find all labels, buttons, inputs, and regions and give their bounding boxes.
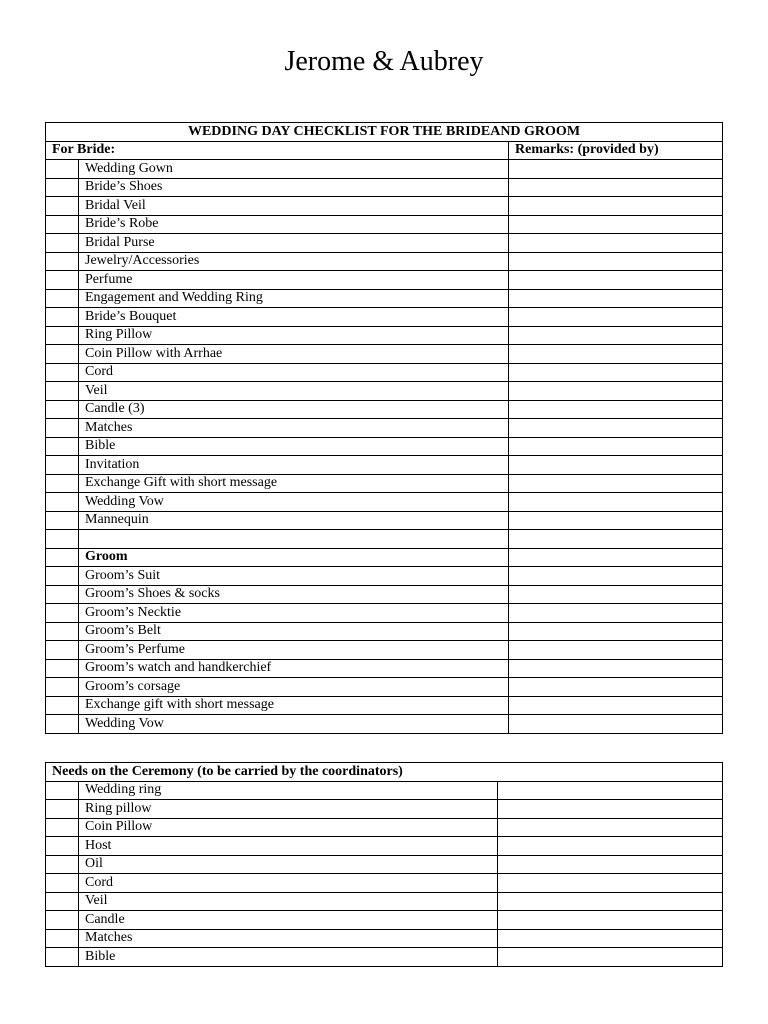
item-cell: Candle (3) <box>79 400 509 419</box>
remarks-cell[interactable] <box>509 437 723 456</box>
remarks-cell[interactable] <box>498 874 723 893</box>
checklist-row <box>46 781 723 800</box>
checklist-row <box>46 234 723 253</box>
remarks-cell[interactable] <box>509 493 723 512</box>
item-cell: Ring pillow <box>79 800 498 819</box>
remarks-cell[interactable] <box>509 345 723 364</box>
check-cell[interactable] <box>46 548 79 567</box>
ceremony-header: Needs on the Ceremony (to be carried by the coordinators) <box>46 763 723 782</box>
item-cell: Groom’s Shoes & socks <box>79 585 509 604</box>
item-cell: Wedding ring <box>79 781 498 800</box>
checklist-row <box>46 511 723 530</box>
checklist-row <box>46 837 723 856</box>
item-cell: Mannequin <box>79 511 509 530</box>
check-cell[interactable] <box>46 308 79 327</box>
wedding-checklist-table <box>45 122 723 734</box>
item-cell: Cord <box>79 363 509 382</box>
ceremony-header-row <box>46 763 723 782</box>
bride-section-label: For Bride: <box>46 141 509 160</box>
item-cell: Wedding Vow <box>79 715 509 734</box>
checklist-row <box>46 197 723 216</box>
item-cell: Ring Pillow <box>79 326 509 345</box>
item-cell: Coin Pillow <box>79 818 498 837</box>
checklist-row <box>46 400 723 419</box>
remarks-cell[interactable] <box>509 271 723 290</box>
remarks-cell[interactable] <box>509 474 723 493</box>
item-cell: Engagement and Wedding Ring <box>79 289 509 308</box>
item-cell: Bride’s Shoes <box>79 178 509 197</box>
check-cell[interactable] <box>46 567 79 586</box>
checklist-row <box>46 437 723 456</box>
item-cell: Bride’s Bouquet <box>79 308 509 327</box>
remarks-cell[interactable] <box>509 363 723 382</box>
check-cell[interactable] <box>46 511 79 530</box>
remarks-cell[interactable] <box>498 818 723 837</box>
checklist-row <box>46 493 723 512</box>
checklist-row <box>46 474 723 493</box>
item-cell <box>79 530 509 549</box>
check-cell[interactable] <box>46 271 79 290</box>
check-cell[interactable] <box>46 622 79 641</box>
remarks-label: Remarks: (provided by) <box>509 141 723 160</box>
check-cell[interactable] <box>46 715 79 734</box>
checklist-row <box>46 252 723 271</box>
remarks-cell[interactable] <box>509 178 723 197</box>
remarks-cell[interactable] <box>509 622 723 641</box>
remarks-cell[interactable] <box>509 530 723 549</box>
checklist-row <box>46 604 723 623</box>
remarks-cell[interactable] <box>498 948 723 967</box>
check-cell[interactable] <box>46 659 79 678</box>
remarks-cell[interactable] <box>498 911 723 930</box>
checklist-row <box>46 160 723 179</box>
item-cell: Perfume <box>79 271 509 290</box>
checklist-row <box>46 271 723 290</box>
check-cell[interactable] <box>46 178 79 197</box>
remarks-cell[interactable] <box>509 160 723 179</box>
checklist-row <box>46 363 723 382</box>
remarks-cell[interactable] <box>509 197 723 216</box>
checklist-row <box>46 929 723 948</box>
check-cell[interactable] <box>46 948 79 967</box>
checklist-row <box>46 948 723 967</box>
item-cell: Bridal Purse <box>79 234 509 253</box>
remarks-cell[interactable] <box>509 659 723 678</box>
ceremony-needs-table <box>45 762 723 967</box>
remarks-cell[interactable] <box>498 855 723 874</box>
item-cell: Groom’s watch and handkerchief <box>79 659 509 678</box>
remarks-cell[interactable] <box>509 604 723 623</box>
remarks-cell[interactable] <box>509 252 723 271</box>
checklist-row <box>46 345 723 364</box>
item-cell: Groom <box>79 548 509 567</box>
check-cell[interactable] <box>46 363 79 382</box>
remarks-cell[interactable] <box>509 511 723 530</box>
checklist-row <box>46 715 723 734</box>
check-cell[interactable] <box>46 818 79 837</box>
check-cell[interactable] <box>46 929 79 948</box>
bride-label-row <box>46 141 723 160</box>
remarks-cell[interactable] <box>509 215 723 234</box>
checklist-row <box>46 326 723 345</box>
checklist-row <box>46 641 723 660</box>
item-cell: Veil <box>79 892 498 911</box>
check-cell[interactable] <box>46 781 79 800</box>
item-cell: Bible <box>79 437 509 456</box>
checklist-row <box>46 419 723 438</box>
check-cell[interactable] <box>46 345 79 364</box>
item-cell: Wedding Gown <box>79 160 509 179</box>
check-cell[interactable] <box>46 326 79 345</box>
checklist-row <box>46 659 723 678</box>
checklist-row <box>46 585 723 604</box>
remarks-cell[interactable] <box>498 800 723 819</box>
item-cell: Cord <box>79 874 498 893</box>
item-cell: Jewelry/Accessories <box>79 252 509 271</box>
remarks-cell[interactable] <box>509 234 723 253</box>
check-cell[interactable] <box>46 493 79 512</box>
check-cell[interactable] <box>46 530 79 549</box>
check-cell[interactable] <box>46 437 79 456</box>
check-cell[interactable] <box>46 800 79 819</box>
checklist-header: WEDDING DAY CHECKLIST FOR THE BRIDEAND GROOM <box>46 123 723 142</box>
checklist-row <box>46 696 723 715</box>
remarks-cell[interactable] <box>509 456 723 475</box>
check-cell[interactable] <box>46 855 79 874</box>
check-cell[interactable] <box>46 197 79 216</box>
remarks-cell[interactable] <box>509 641 723 660</box>
check-cell[interactable] <box>46 678 79 697</box>
item-cell: Veil <box>79 382 509 401</box>
remarks-cell[interactable] <box>509 400 723 419</box>
item-cell: Invitation <box>79 456 509 475</box>
item-cell: Groom’s Belt <box>79 622 509 641</box>
checklist-row <box>46 289 723 308</box>
remarks-cell[interactable] <box>509 382 723 401</box>
remarks-cell[interactable] <box>509 715 723 734</box>
remarks-cell[interactable] <box>509 548 723 567</box>
remarks-cell[interactable] <box>498 929 723 948</box>
checklist-row <box>46 456 723 475</box>
checklist-row <box>46 215 723 234</box>
checklist-row <box>46 874 723 893</box>
checklist-row <box>46 911 723 930</box>
check-cell[interactable] <box>46 474 79 493</box>
checklist-row <box>46 382 723 401</box>
checklist-row <box>46 308 723 327</box>
remarks-cell[interactable] <box>498 781 723 800</box>
item-cell: Groom’s Necktie <box>79 604 509 623</box>
remarks-cell[interactable] <box>509 326 723 345</box>
check-cell[interactable] <box>46 382 79 401</box>
checklist-row <box>46 548 723 567</box>
item-cell: Exchange gift with short message <box>79 696 509 715</box>
check-cell[interactable] <box>46 874 79 893</box>
item-cell: Bride’s Robe <box>79 215 509 234</box>
check-cell[interactable] <box>46 252 79 271</box>
check-cell[interactable] <box>46 837 79 856</box>
checklist-row <box>46 567 723 586</box>
check-cell[interactable] <box>46 400 79 419</box>
remarks-cell[interactable] <box>509 419 723 438</box>
check-cell[interactable] <box>46 215 79 234</box>
item-cell: Host <box>79 837 498 856</box>
remarks-cell[interactable] <box>509 678 723 697</box>
check-cell[interactable] <box>46 289 79 308</box>
item-cell: Candle <box>79 911 498 930</box>
check-cell[interactable] <box>46 585 79 604</box>
item-cell: Wedding Vow <box>79 493 509 512</box>
item-cell: Coin Pillow with Arrhae <box>79 345 509 364</box>
checklist-row <box>46 892 723 911</box>
check-cell[interactable] <box>46 696 79 715</box>
check-cell[interactable] <box>46 456 79 475</box>
checklist-row <box>46 800 723 819</box>
remarks-cell[interactable] <box>498 892 723 911</box>
check-cell[interactable] <box>46 892 79 911</box>
item-cell: Groom’s corsage <box>79 678 509 697</box>
checklist-row <box>46 622 723 641</box>
remarks-cell[interactable] <box>509 585 723 604</box>
remarks-cell[interactable] <box>509 308 723 327</box>
checklist-row <box>46 678 723 697</box>
checklist-row <box>46 855 723 874</box>
item-cell: Exchange Gift with short message <box>79 474 509 493</box>
item-cell: Groom’s Perfume <box>79 641 509 660</box>
check-cell[interactable] <box>46 604 79 623</box>
remarks-cell[interactable] <box>509 289 723 308</box>
checklist-row <box>46 530 723 549</box>
checklist-header-row <box>46 123 723 142</box>
remarks-cell[interactable] <box>509 696 723 715</box>
item-cell: Bible <box>79 948 498 967</box>
document-title: Jerome & Aubrey <box>284 46 484 77</box>
remarks-cell[interactable] <box>509 567 723 586</box>
checklist-row <box>46 818 723 837</box>
check-cell[interactable] <box>46 641 79 660</box>
remarks-cell[interactable] <box>498 837 723 856</box>
item-cell: Bridal Veil <box>79 197 509 216</box>
check-cell[interactable] <box>46 911 79 930</box>
check-cell[interactable] <box>46 160 79 179</box>
check-cell[interactable] <box>46 234 79 253</box>
check-cell[interactable] <box>46 419 79 438</box>
item-cell: Oil <box>79 855 498 874</box>
item-cell: Matches <box>79 419 509 438</box>
item-cell: Groom’s Suit <box>79 567 509 586</box>
item-cell: Matches <box>79 929 498 948</box>
checklist-row <box>46 178 723 197</box>
